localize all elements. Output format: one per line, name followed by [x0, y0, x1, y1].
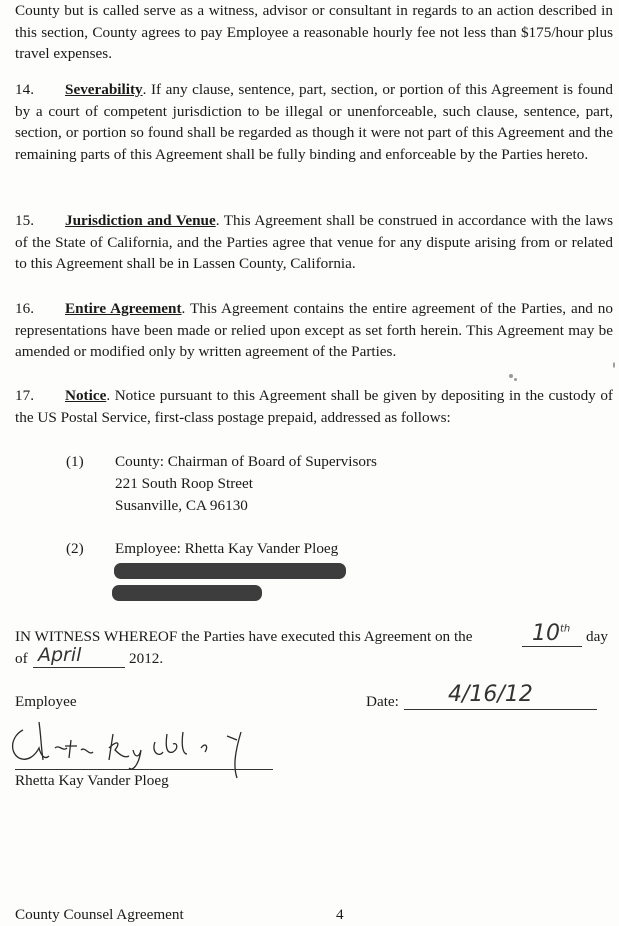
section-number: 16.	[15, 300, 34, 317]
section-14	[15, 79, 613, 166]
scan-speck	[613, 362, 615, 368]
signer-name: Rhetta Kay Vander Ploeg	[15, 772, 169, 789]
section-text: . This Agreement contains the entire agreement of the Parties, and no representations have been made or relied upon except as set forth herein. This Agreement may be amended or modified only by written agreement of the Parties.	[15, 300, 613, 361]
section-16	[15, 298, 613, 363]
witness-text: IN WITNESS WHEREOF the Parties have executed this Agreement on the	[15, 628, 473, 645]
address-number: (1)	[66, 453, 84, 470]
section-15	[15, 210, 613, 275]
section-heading: Jurisdiction and Venue	[65, 212, 216, 229]
employee-label: Employee	[15, 693, 77, 710]
address-number: (2)	[66, 540, 84, 557]
year-text: 2012.	[129, 650, 164, 667]
day-blank	[522, 646, 582, 647]
section-number: 15.	[15, 212, 34, 229]
month-blank	[33, 667, 125, 668]
address-line: County: Chairman of Board of Supervisors	[115, 453, 377, 470]
section-heading: Severability	[65, 81, 143, 98]
scan-speck	[509, 374, 513, 378]
address-line: Employee: Rhetta Kay Vander Ploeg	[115, 540, 339, 557]
date-label: Date:	[366, 693, 399, 710]
section-heading: Notice	[65, 387, 107, 404]
handwritten-date: 4/16/12	[448, 682, 533, 707]
section-text: . This Agreement shall be construed in accordance with the laws of the State of California, and the Parties agree that venue for any dispute arising from or related to this Agreement shall be in Lassen County, California.	[15, 212, 613, 273]
redaction-bar	[114, 563, 346, 579]
section-17	[15, 385, 613, 428]
handwritten-day: 10th	[532, 621, 571, 646]
page-number: 4	[336, 906, 344, 923]
section-number: 14.	[15, 81, 34, 98]
of-word: of	[15, 650, 28, 667]
address-line: Susanville, CA 96130	[115, 497, 248, 514]
date-line	[404, 709, 597, 710]
scan-speck	[514, 378, 517, 381]
footer-title: County Counsel Agreement	[15, 906, 184, 923]
address-line: 221 South Roop Street	[115, 475, 253, 492]
redaction-bar	[112, 585, 262, 601]
signature-line	[15, 769, 273, 770]
section-text: . If any clause, sentence, part, section, or portion of this Agreement is found by a court of competent jurisdiction to be illegal or unenforceable, such clause, sentence, part, section, or portion so found shall be regarded as though it were not part of this Agreement and the remaining parts of this Agreement shall be fully binding and enforceable by the Parties hereto.	[15, 81, 613, 164]
day-word: day	[586, 628, 608, 645]
section-number: 17.	[15, 387, 34, 404]
section-text: . Notice pursuant to this Agreement shall be given by depositing in the custody of the US Postal Service, first-class postage prepaid, addressed as follows:	[15, 387, 613, 426]
intro-paragraph: County but is called serve as a witness, advisor or consultant in regards to an action described in this section, County agrees to pay Employee a reasonable hourly fee not less than $175/hour plus travel expenses.	[15, 2, 613, 63]
section-heading: Entire Agreement	[65, 300, 182, 317]
handwritten-month: April	[38, 644, 82, 666]
